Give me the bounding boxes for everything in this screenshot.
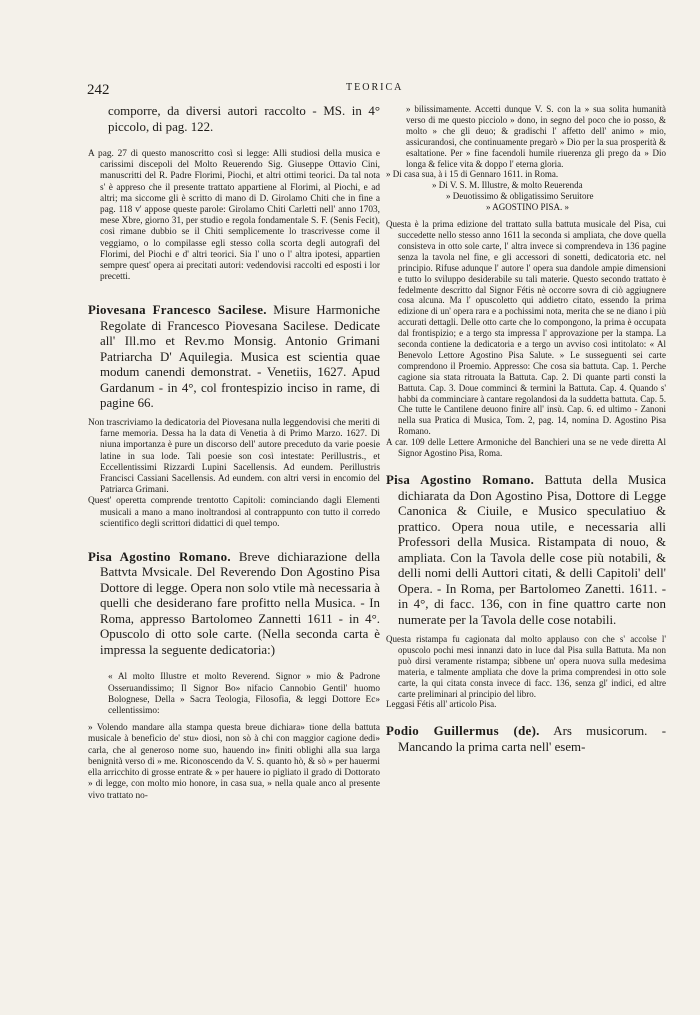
continuation-paragraph: comporre, da diversi autori raccolto - MS. in 4° piccolo, di pag. 122. xyxy=(108,104,380,134)
signature-line: » AGOSTINO PISA. » xyxy=(486,202,570,213)
entry-pisa-first xyxy=(88,550,380,659)
note-paragraph: A car. 109 delle Lettere Armoniche del Banchieri una se ne vede diretta Al Signor Agostino Pisa, Roma. xyxy=(386,437,666,459)
signature-line: » Di V. S. M. Illustre, & molto Reuerenda xyxy=(432,180,583,191)
entry-body: Battuta della Musica dichiarata da Don Agostino Pisa, Dottore di Legge Canonica & Ciuile, e Musico speculatiuo & prattico. Opera noua utile, e necessaria alli Professori della Musica. Ristampata di nouo, & ampliata. Con la Tavola delle cose più notabili, & delli nomi delli Auttori citati, & delli Capitoli' dell' Opera. - In Roma, per Bartolomeo Zanetti. 1611. - in 4°, di facc. 136, con in fine quattro carte non numerate per la Tavola delle cose notabili. xyxy=(398,473,666,627)
dedication-quote: « Al molto Illustre et molto Reverend. Signor » mio & Padrone Osseruandissimo; Il Signor Bo» nifacio Cannobio Gentil' huomo Bolognese, Della » Sacra Teologia, Filosofia, & leggi Dottore Ec» cellentissimo: xyxy=(108,672,380,717)
entry-pisa-second xyxy=(386,473,666,628)
note-paragraph: A pag. 27 di questo manoscritto così si legge: Alli studiosi della musica e carissimi discepoli del Molto Reuerendo Sig. Giuseppe Ottavio Cini, manuscritti del R. Padre Florimi, Piochi, et altri ottimi teorici. Da tal nota s' è appreso che il presente trattato appartiene al Florimi, al Piochi, e ad altri; ma siccome gli è scritto di mano di D. Girolamo Chiti che in fine a pag. 118 v' appose queste parole: Girolamo Chiti Carletti nell' anno 1703, mese Xbre, giorno 31, per studio e regola fondamentale S. F. (Senis Fecit), così rimane dubbio se il Chiti semplicemente lo trascrivesse come il veggiamo, o lo compilasse egli stesso colla scorta degli autografi del Florimi, del Piochi e d' altri teorici. Sia l' uno o l' altra ipotesi, appartien sempre quest' opera ai precitati autori: vedendovisi raccolti ed esposti i lor precetti. xyxy=(88,149,380,283)
dedication-quote: » bilissimamente. Accetti dunque V. S. con la » sua solita humanità verso di me questo picciolo » dono, in segno del poco che io posso, & molto » che gli deuo; & gradischi l' affetto dell' animo » mio, assicurandosi, che continuamente pregarò » Dio per la sua prosperità & esaltatione. Per » fine facendoli humile riuerenza gli prego da » Dio longa & felice vita & doppo l' eterna gloria. xyxy=(406,104,666,169)
entry-heading: Piovesana Francesco Sacilese. xyxy=(88,303,267,318)
dedication-date: » Di casa sua, à i 15 di Gennaro 1611. in Roma. xyxy=(386,169,559,180)
note-paragraph: Questa è la prima edizione del trattato sulla battuta musicale del Pisa, cui succedette nello stesso anno 1611 la seconda si ampliata, che dove quella consisteva in otto sole carte, l' altra invece si comprendeva in 136 pagine senza la tavola nel fine, e gli accessori di sonetti, dedicatoria etc. nel principio. Rifuse adunque l' autore l' opera sua dandole ampie dimensioni e tutto lo sviluppo desiderabile su tali materie. Questo secondo trattato è fedelmente descritto dal Signor Fétis nè occorre sovra di ciò aggiugnere cosa alcuna. Ma l' opuscoletto qui addietro citato, essendo la prima edizione di un' opera rara e a pochissimi nota, merita che se ne diano i più accurati dettagli. Delle otto carte che lo compongono, la prima è occupata dal frontispizio; e a tergo sta impressa l' approvazione per la stampa. La seconda contiene la dedicatoria e a tergo un avviso così intitolato: « Al Benevolo Lettore Agostino Pisa Salute. » Le susseguenti sei carte comprendono il Proemio. Appresso: Che cosa sia battuta. Cap. 1. Perche cagione sia stata ritrouata la Battuta. Cap. 2. Di quante parti consti la Battuta. Cap. 3. Doue comminci & termini la Battuta. Cap. 4. Quando s' habbi da comminciare à cantare regolandosi da la suddetta battuta. Cap. 5. Che tutte le Cantilene deuono finire all' insù. Cap. 6. ed ultimo - Zanoni nella sua Pratica di Musica, Tom. 2, pag. 14, nomina D. Agostino Pisa Romano. xyxy=(386,219,666,437)
running-head: TEORICA xyxy=(346,82,404,93)
entry-podio xyxy=(386,724,666,755)
dedication-quote: » Volendo mandare alla stampa questa breue dichiara» tione della battuta musicale à beneficio de' stu» diosi, non sò à chi con maggior cagione dedi» carla, che al generoso nome suo, hauendo in» finiti oblighi alla sua larga benignità verso di » me. Riconoscendo da V. S. quanto hò, & sò » per hauermi ella arricchito di grosse entrate & » per hauere io pigliato il grado di Dottorato » di legge, con molto mio honore, in casa sua, » nella quale anco al presente vivo trattato no- xyxy=(88,723,380,801)
page-number: 242 xyxy=(87,82,110,98)
entry-heading: Podio Guillermus (de). xyxy=(386,724,540,739)
signature-line: » Deuotissimo & obligatissimo Seruitore xyxy=(446,191,594,202)
left-column xyxy=(88,104,380,802)
right-column xyxy=(386,104,666,755)
entry-heading: Pisa Agostino Romano. xyxy=(88,549,231,564)
entry-body: Ars musicorum. - Mancando la prima carta nell' esem- xyxy=(398,724,666,754)
entry-piovesana xyxy=(88,303,380,412)
note-paragraph: Questa ristampa fu cagionata dal molto applauso con che s' accolse l' opuscolo pochi mesi innanzi dato in luce dal Pisa sulla Battuta. Ma non può dirsi veramente ristampa; sibbene un' opera nuova sulla medesima materia, e talmente ampliata che dove la prima comprendesi in otto sole carte, la qui citata consta invece di facc. 136, senza gl' indici, ed altre carte preliminari al principio del libro. xyxy=(386,634,666,699)
entry-heading: Pisa Agostino Romano. xyxy=(386,473,535,487)
note-paragraph: Quest' operetta comprende trentotto Capitoli: cominciando dagli Elementi musicali a mano a mano inoltrandosi al contrappunto con tutto il corredo scientifico degli scrittori didattici di quel tempo. xyxy=(88,496,380,529)
entry-body: Misure Harmoniche Regolate di Francesco Piovesana Sacilese. Dedicate all' Ill.mo et Rev.mo Monsig. Antonio Grimani Patriarcha D' Aquilegia. Musica est scientia quae modum canendi demonstrat. - Venetiis, 1627. Apud Gardanum - in 4°, col frontespizio inciso in rame, di pagine 66. xyxy=(100,303,380,411)
note-paragraph: Leggasi Fétis all' articolo Pisa. xyxy=(386,699,497,710)
note-paragraph: Non trascriviamo la dedicatoria del Piovesana nulla leggendovisi che meriti di farne memoria. Dessa ha la data di Venetia à di Primo Marzo. 1627. Di niuna importanza è pure un discorso dell' autore preceduto da varie poesie latine in sua lode. Tali poesie son così intestate: Perillustris., et Eccellentissimi Rizzardi Lupini Sacellensis. Ad eundem. Perillustris Francisci Cassiani Sacellensis. Ad eundem. con altri versi in encomio del Patriarca Grimani. xyxy=(88,417,380,496)
entry-body: Breve dichiarazione della Battvta Mvsicale. Del Reverendo Don Agostino Pisa Dottore di legge. Opera non solo vtile mà necessaria à quelli che desiderano fare profitto nella Musica. - In Roma, appresso Bartolomeo Zannetti 1611 - in 4°. Opuscolo di otto sole carte. (Nella seconda carta è impressa la seguente dedicatoria:) xyxy=(100,549,380,657)
